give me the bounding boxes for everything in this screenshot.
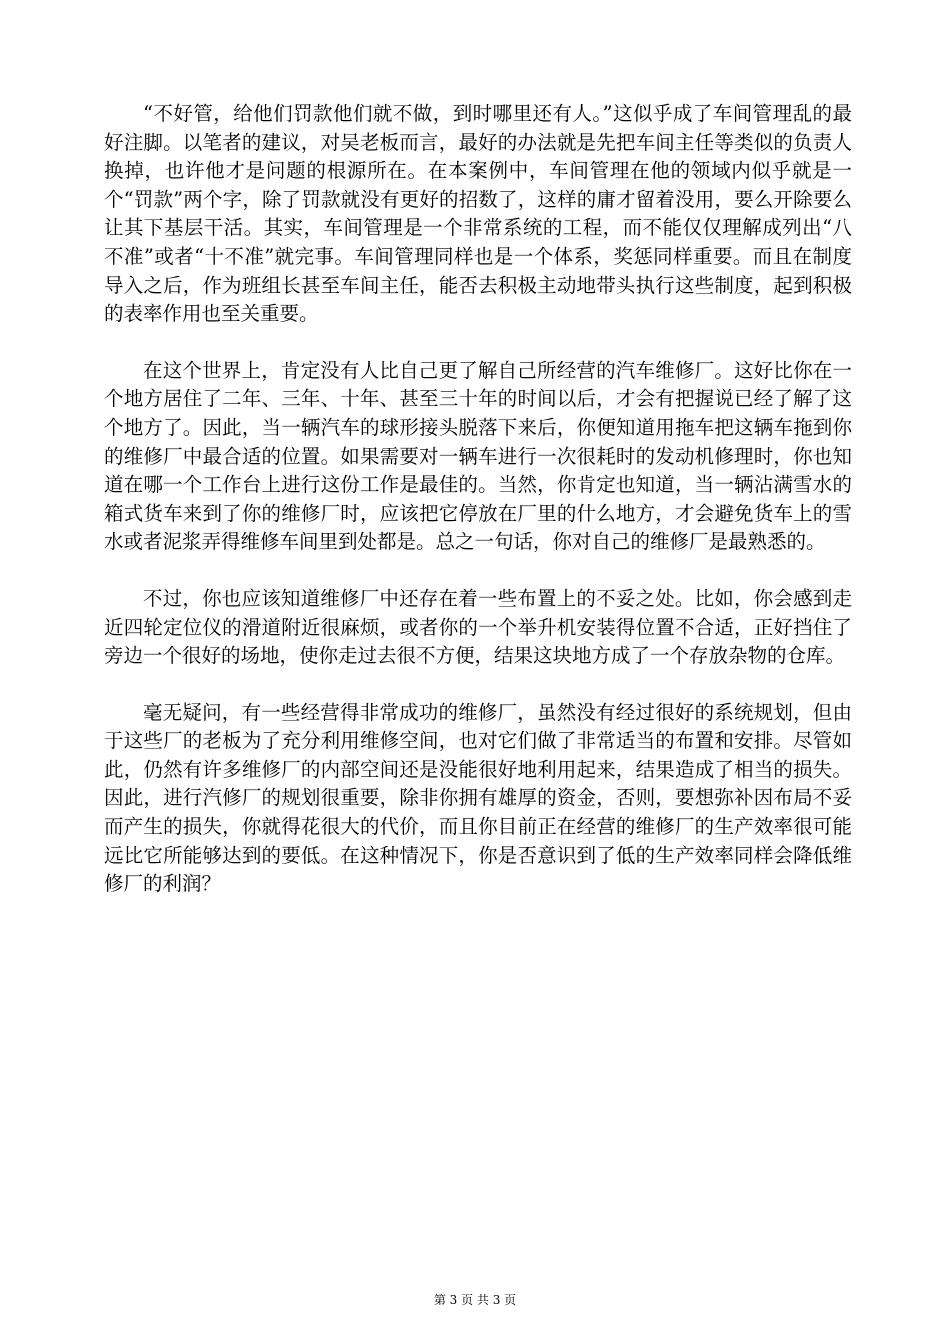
paragraph: “不好管，给他们罚款他们就不做，到时哪里还有人。”这似乎成了车间管理乱的最好注脚。以笔者的建议，对吴老板而言，最好的办法就是先把车间主任等类似的负责人换掉，也许他才是问题的根源所在。在本案例中，车间管理在他的领域内似乎就是一个“罚款”两个字，除了罚款就没有更好的招数了，这样的庸才留着没用，要么开除要么让其下基层干活。其实，车间管理是一个非常系统的工程，而不能仅仅理解成列出“八不准”或者“十不准”就完事。车间管理同样也是一个体系，奖惩同样重要。而且在制度导入之后，作为班组长甚至车间主任，能否去积极主动地带头执行这些制度，起到积极的表率作用也至关重要。 [104,102,852,326]
page-number-footer: 第 3 页 共 3 页 [433,1293,517,1307]
paragraph: 在这个世界上，肯定没有人比自己更了解自己所经营的汽车维修厂。这好比你在一个地方居住了二年、三年、十年、甚至三十年的时间以后，才会有把握说已经了解了这个地方了。因此，当一辆汽车的球形接头脱落下来后，你便知道用拖车把这辆车拖到你的维修厂中最合适的位置。如果需要对一辆车进行一次很耗时的发动机修理时，你也知道在哪一个工作台上进行这份工作是最佳的。当然，你肯定也知道，当一辆沾满雪水的箱式货车来到了你的维修厂时，应该把它停放在厂里的什么地方，才会避免货车上的雪水或者泥浆弄得维修车间里到处都是。总之一句话，你对自己的维修厂是最熟悉的。 [104,358,852,554]
paragraph: 不过，你也应该知道维修厂中还存在着一些布置上的不妥之处。比如，你会感到走近四轮定位仪的滑道附近很麻烦，或者你的一个举升机安装得位置不合适，正好挡住了旁边一个很好的场地，使你走过去很不方便，结果这块地方成了一个存放杂物的仓库。 [104,586,852,668]
document-body [104,100,852,927]
paragraph: 毫无疑问，有一些经营得非常成功的维修厂，虽然没有经过很好的系统规划，但由于这些厂的老板为了充分利用维修空间，也对它们做了非常适当的布置和安排。尽管如此，仍然有许多维修厂的内部空间还是没能很好地利用起来，结果造成了相当的损失。因此，进行汽修厂的规划很重要，除非你拥有雄厚的资金，否则，要想弥补因布局不妥而产生的损失，你就得花很大的代价，而且你目前正在经营的维修厂的生产效率很可能远比它所能够达到的要低。在这种情况下，你是否意识到了低的生产效率同样会降低维修厂的利润？ [104,700,852,896]
